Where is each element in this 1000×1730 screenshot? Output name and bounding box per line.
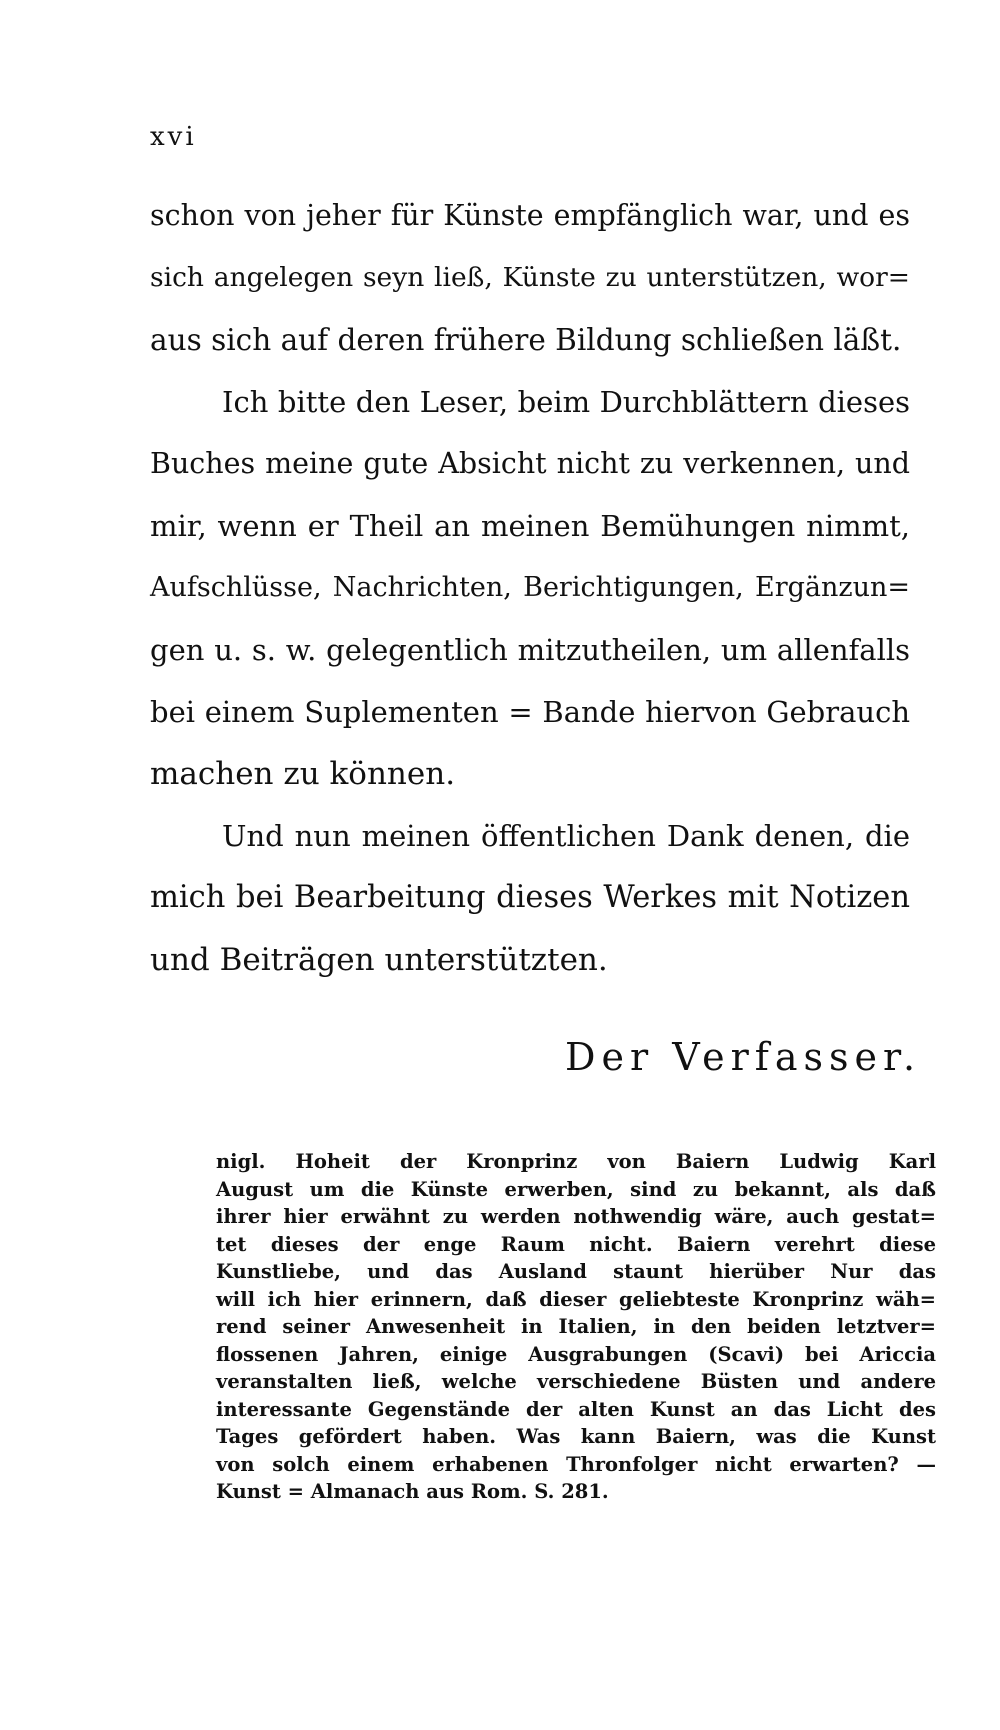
footnote-line: ihrer hier erwähnt zu werden nothwendig wäre, auch gestat= [216,1205,936,1228]
footnote [216,1148,936,1506]
footnote-line: August um die Künste erwerben, sind zu bekannt, als daß [216,1177,936,1201]
footnote-line: flossenen Jahren, einige Ausgrabungen (Scavi) bei Ariccia [216,1342,936,1366]
footnote-line: von solch einem erhabenen Thronfolger nicht erwarten? — [216,1452,936,1476]
footnote-line: rend seiner Anwesenheit in Italien, in den beiden letztver= [216,1315,936,1338]
footnote-line: Kunstliebe, und das Ausland staunt hierüber Nur das [216,1260,936,1283]
text-line: mich bei Bearbeitung dieses Werkes mit Notizen [150,880,910,915]
footnote-line: tet dieses der enge Raum nicht. Baiern verehrt diese [216,1232,936,1256]
text-line: Aufschlüsse, Nachrichten, Berichtigungen, Ergänzun= [150,572,910,603]
text-line: Buches meine gute Absicht nicht zu verkennen, und [150,447,910,480]
text-line: und Beiträgen unterstützten. [150,942,608,978]
text-line: Und nun meinen öffentlichen Dank denen, die [222,819,910,853]
text-line: machen zu können. [150,756,456,792]
signature: Der Verfasser. [565,1035,922,1079]
text-line: schon von jeher für Künste empfänglich war, und es [150,199,910,232]
footnote-line: Tages gefördert haben. Was kann Baiern, was die Kunst [216,1425,936,1448]
footnote-line: nigl. Hoheit der Kronprinz von Baiern Ludwig Karl [216,1150,936,1173]
footnote-line: Kunst = Almanach aus Rom. S. 281. [216,1480,609,1503]
text-line: aus sich auf deren frühere Bildung schließen läßt. [150,323,902,357]
text-line: sich angelegen seyn ließ, Künste zu unterstützen, wor= [150,262,910,293]
text-line: Ich bitte den Leser, beim Durchblättern dieses [222,385,910,419]
text-line: mir, wenn er Theil an meinen Bemühungen nimmt, [150,509,910,543]
main-text [150,185,910,991]
page-number: xvi [150,122,197,152]
footnote-line: will ich hier erinnern, daß dieser geliebteste Kronprinz wäh= [216,1287,936,1311]
text-line: gen u. s. w. gelegentlich mitzutheilen, um allenfalls [150,633,910,667]
footnote-line: interessante Gegenstände der alten Kunst an das Licht des [216,1397,936,1421]
text-line: bei einem Suplementen = Bande hiervon Gebrauch [150,695,910,729]
footnote-line: veranstalten ließ, welche verschiedene Büsten und andere [216,1370,936,1393]
